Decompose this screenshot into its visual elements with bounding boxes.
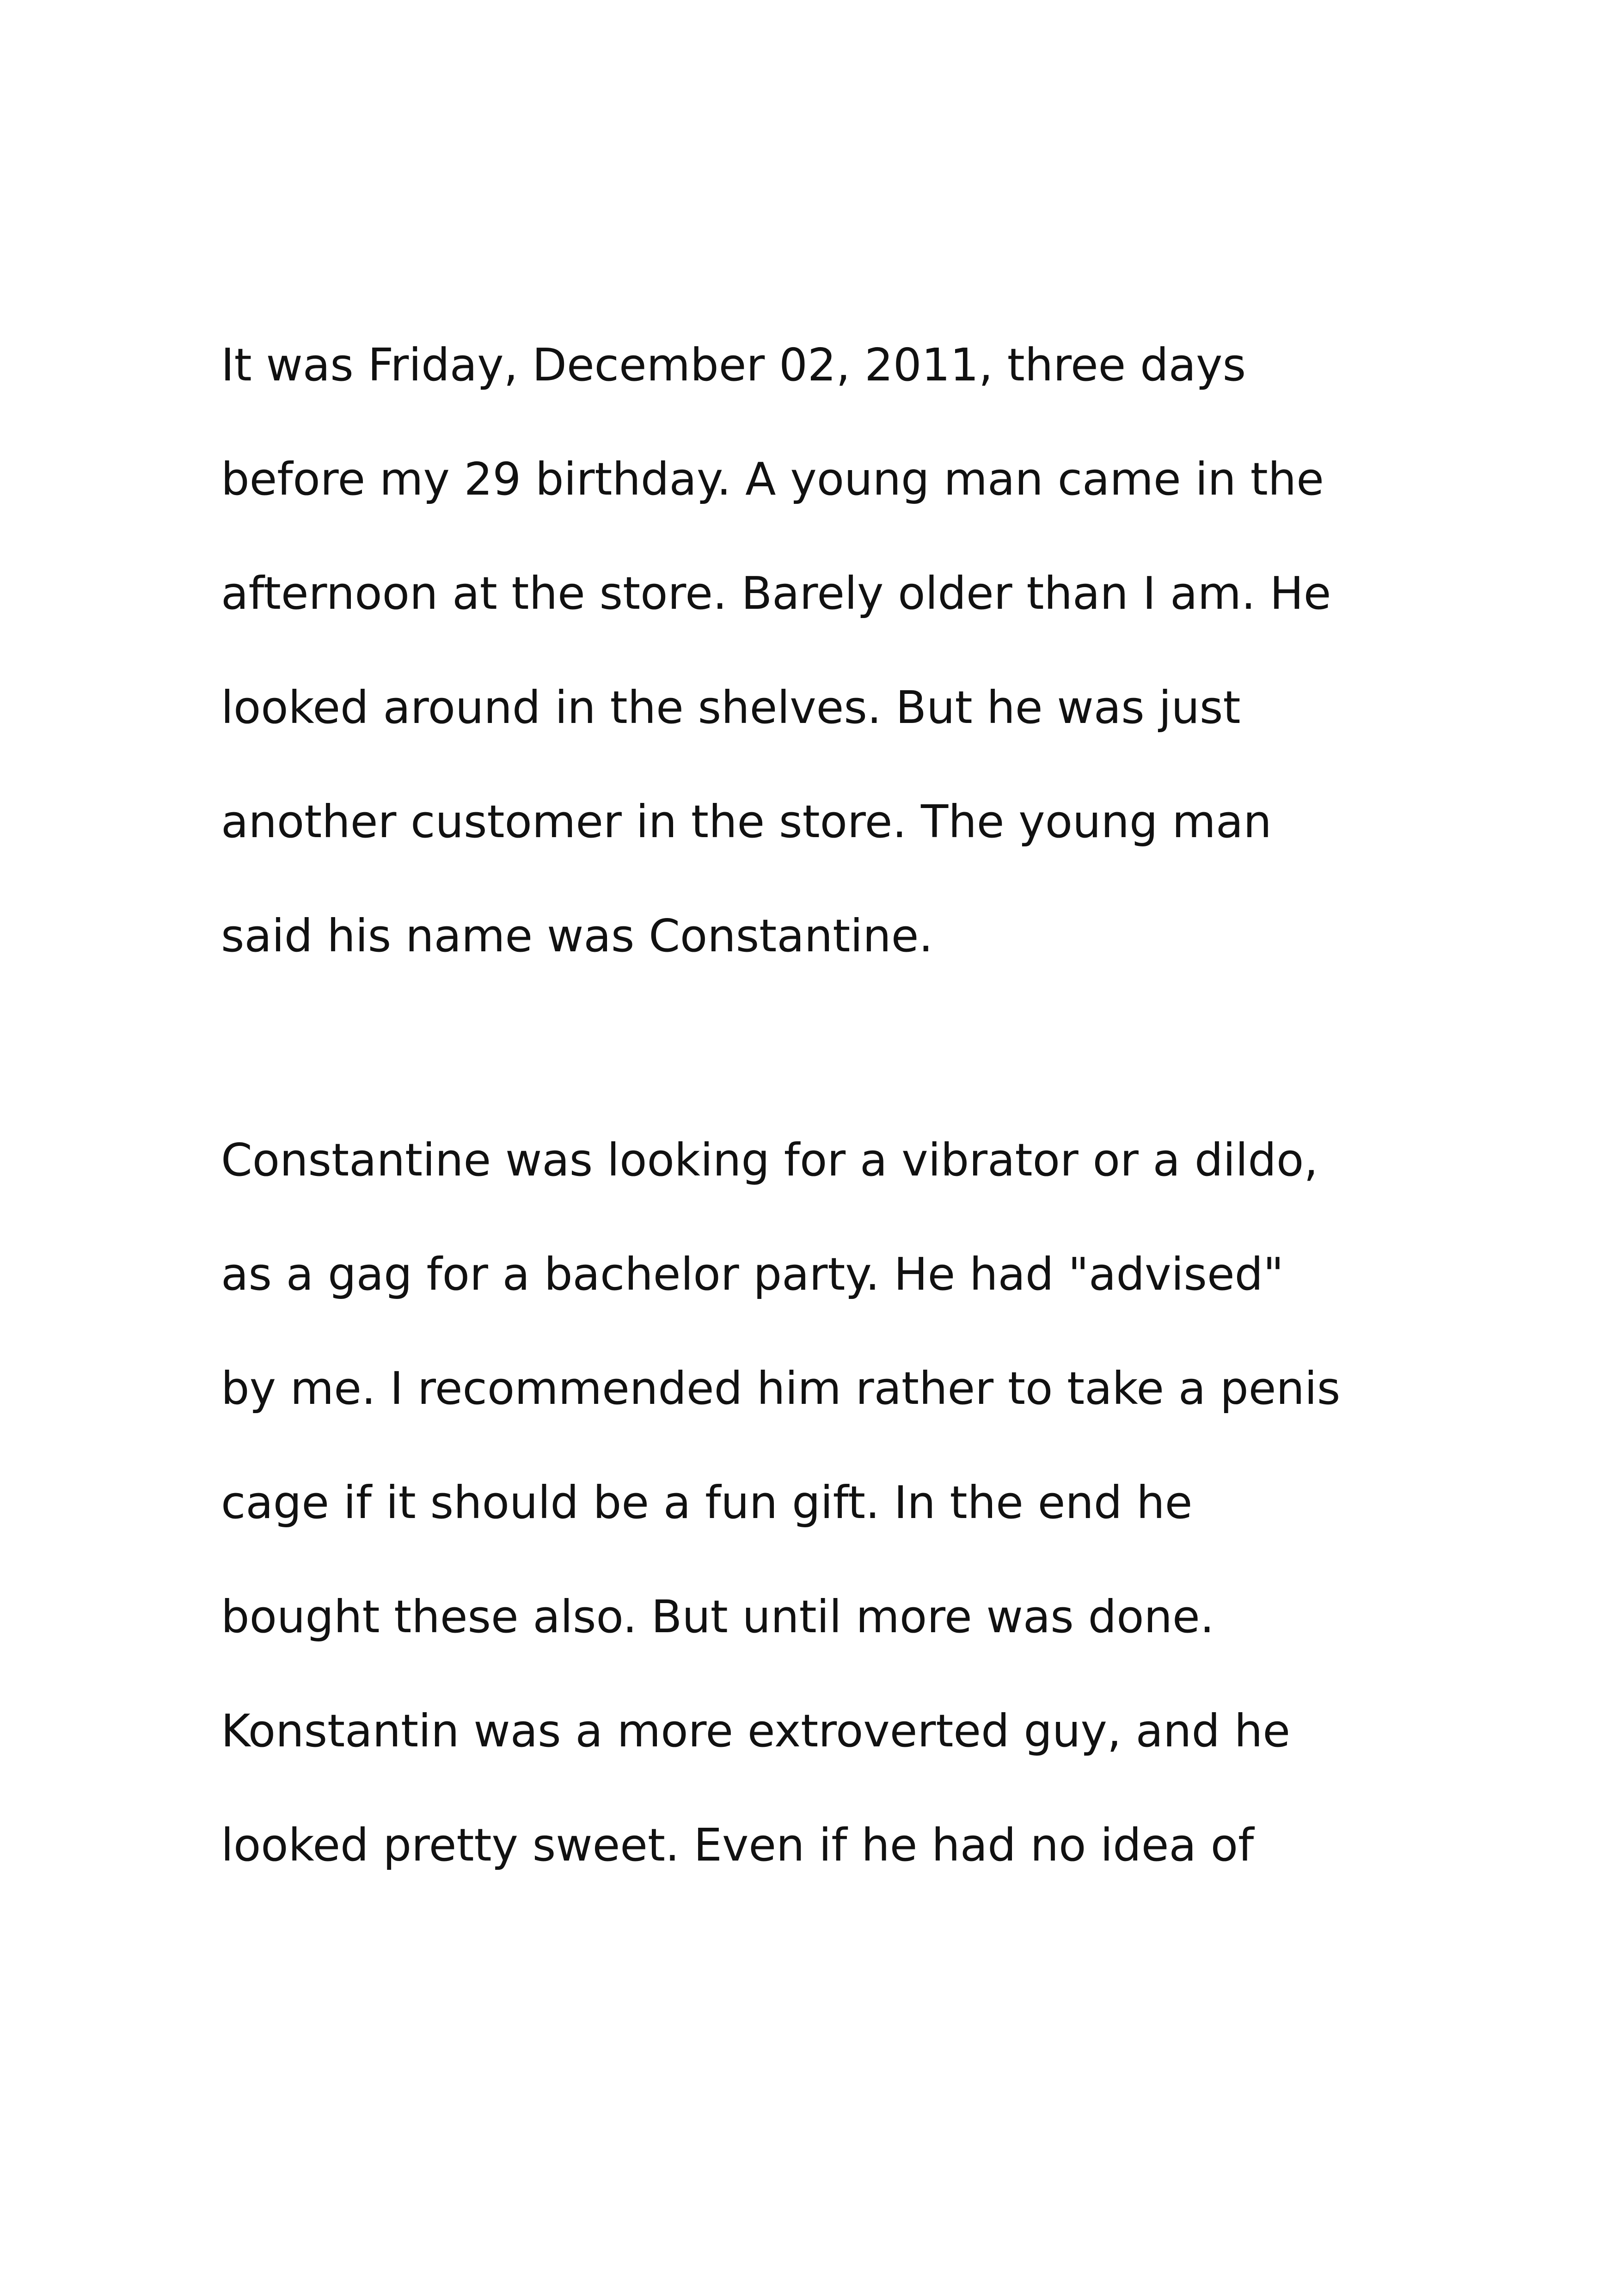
text-line: afternoon at the store. Barely older than I am. He [221,567,1331,619]
text-line: looked around in the shelves. But he was just [221,681,1241,734]
text-line: as a gag for a bachelor party. He had "advised" [221,1248,1284,1300]
text-line: Constantine was looking for a vibrator or a dildo, [221,1134,1318,1186]
text-line: before my 29 birthday. A young man came in the [221,453,1324,505]
paragraph-2 [221,1119,1562,1918]
text-line: bought these also. But until more was done. [221,1591,1214,1643]
text-line: cage if it should be a fun gift. In the end he [221,1476,1193,1529]
text-line: looked pretty sweet. Even if he had no idea of [221,1819,1254,1871]
text-line: by me. I recommended him rather to take a penis [221,1362,1341,1414]
text-line: It was Friday, December 02, 2011, three days [221,339,1246,391]
text-line: Konstantin was a more extroverted guy, and he [221,1705,1291,1757]
text-line: said his name was Constantine. [221,910,933,962]
paragraph-1 [221,324,1562,1009]
text-line: another customer in the store. The young man [221,796,1272,848]
